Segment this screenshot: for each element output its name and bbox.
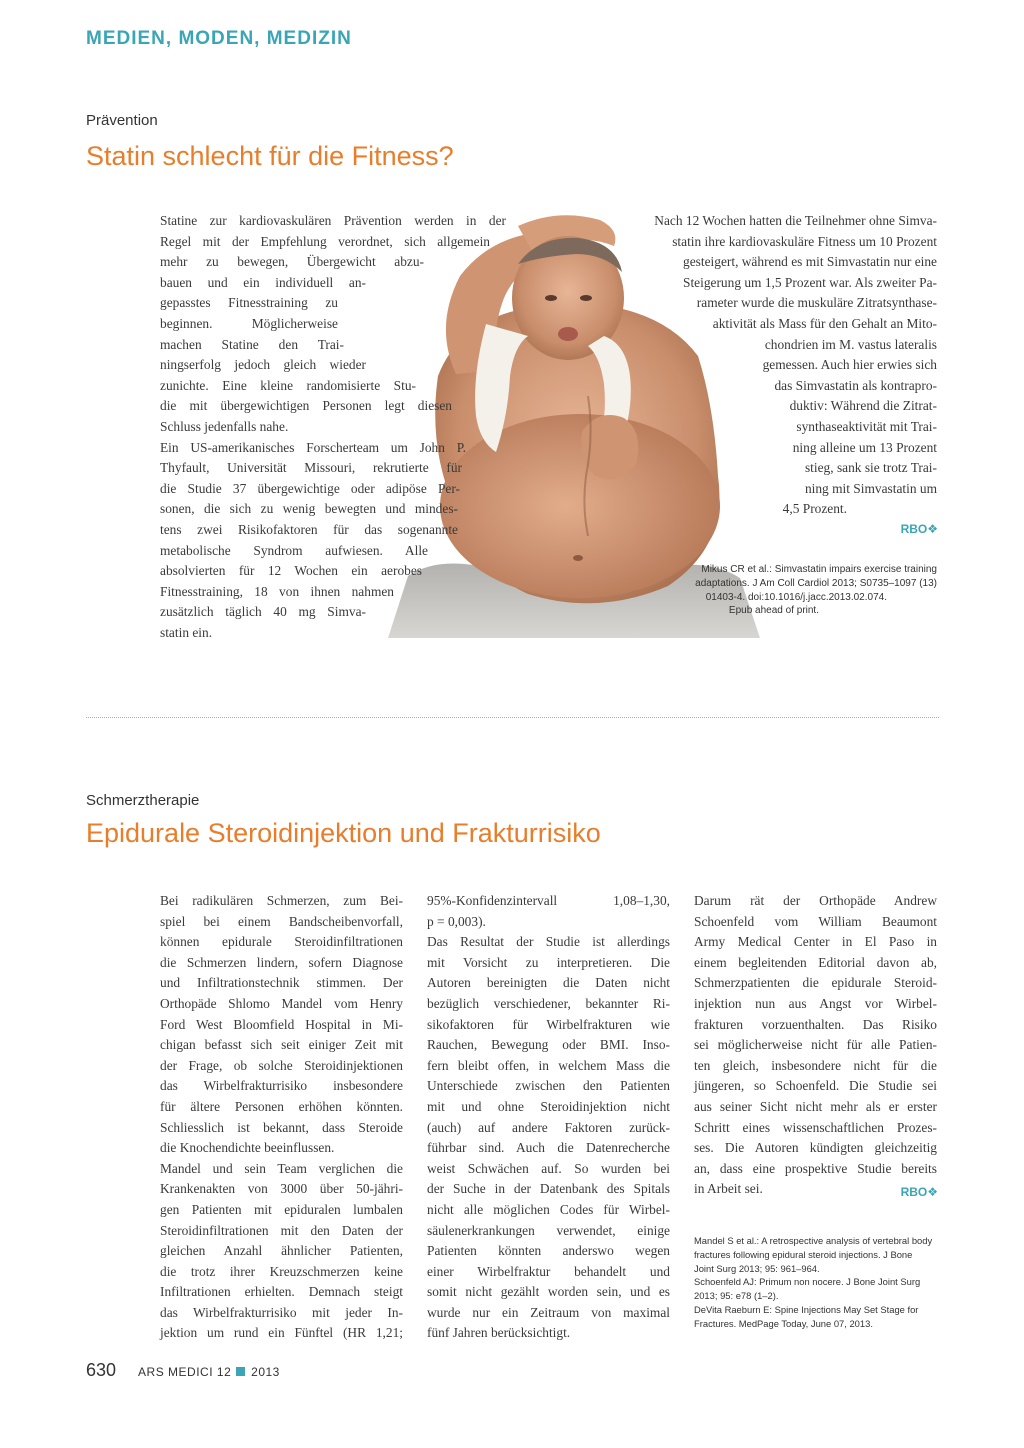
text-line: spiel bei einem Bandscheibenvorfall,: [160, 913, 403, 929]
text-line: und Infiltrationstechnik stimmen. Der: [160, 975, 403, 991]
text-line: Thyfault, Universität Missouri, rekrutierte für: [160, 460, 462, 476]
text-line: absolvierten für 12 Wochen ein aerobes: [160, 563, 422, 579]
article1-references: [600, 563, 937, 618]
text-line: Schluss jedenfalls nahe.: [160, 418, 289, 434]
text-line: tens zwei Risikofaktoren für das sogenannte: [160, 521, 458, 537]
text-line: Darum rät der Orthopäde Andrew: [694, 893, 937, 908]
text-line: Mandel und sein Team verglichen die: [160, 1160, 403, 1176]
text-line: ses. Die Autoren kündigten gleichzeitig: [694, 1140, 937, 1156]
text-line: frakturen vorzuenthalten. Das Risiko: [694, 1016, 937, 1032]
text-line: einem begleitenden Editorial davon ab,: [694, 954, 937, 970]
text-line: einer Wirbelfraktur behandelt und: [427, 1263, 670, 1279]
text-line: Schoenfeld vom William Beaumont: [694, 913, 937, 929]
text-line: fern bleibt offen, in welchem Mass die: [427, 1057, 670, 1073]
article1-title: Statin schlecht für die Fitness?: [86, 141, 454, 171]
article2-kicker: Schmerztherapie: [86, 792, 200, 809]
text-line: gleichen Anzahl ähnlicher Patienten,: [160, 1243, 403, 1259]
text-line: statin ihre kardiovaskuläre Fitness um 10 Prozent: [672, 233, 937, 249]
section-header: MEDIEN, MODEN, MEDIZIN: [86, 28, 352, 49]
text-line: der Suche in der Datenbank des Spitals: [427, 1181, 670, 1197]
text-line: Ein US-amerikanisches Forscherteam um John P.: [160, 439, 466, 455]
text-line: injektion nun aus Angst vor Wirbel-: [694, 995, 937, 1011]
article1-signature: [880, 522, 938, 536]
journal-year: 2013: [251, 1365, 280, 1379]
text-line: Regel mit der Empfehlung verordnet, sich allgemein: [160, 233, 490, 249]
text-line: Ford West Bloomfield Hospital in Mi-: [160, 1016, 403, 1032]
text-line: die Studie 37 übergewichtige oder adipöse Per-: [160, 480, 460, 496]
text-line: gesteigert, während es mit Simvastatin nur eine: [683, 254, 937, 270]
reference-line: Epub ahead of print.: [728, 605, 819, 617]
text-line: stieg, sank sie trotz Trai-: [804, 460, 937, 476]
text-line: sonen, die sich zu wenig bewegten und mindes-: [160, 501, 458, 517]
diamond-icon: ❖: [927, 1185, 938, 1199]
text-line: gemessen. Auch hier erwies sich: [762, 357, 937, 373]
text-line: Krankenakten von 3000 über 50-jähri-: [160, 1181, 403, 1197]
reference-line: Mandel S et al.: A retrospective analysis of vertebral body: [694, 1235, 933, 1246]
article2-column-3: [694, 891, 937, 1200]
reference-line: DeVita Raeburn E: Spine Injections May Set Stage for: [694, 1303, 919, 1315]
text-line: statin ein.: [160, 624, 213, 640]
text-line: jüngeren, so Schoenfeld. Die Studie sei: [694, 1078, 937, 1094]
text-line: Patienten könnten anderswo wegen: [427, 1243, 670, 1259]
text-line: Autoren bereinigten die Daten nicht: [427, 975, 670, 991]
diamond-icon: ❖: [927, 522, 938, 536]
text-line: Bei radikulären Schmerzen, zum Bei-: [160, 893, 403, 908]
reference-line: Joint Surg 2013; 95: 961–964.: [694, 1262, 820, 1274]
text-line: beginnen. Möglicherweise: [160, 315, 338, 331]
text-line: fünf Jahren berücksichtigt.: [427, 1325, 571, 1341]
text-line: Das Resultat der Studie ist allerdings: [427, 934, 670, 950]
page-number: 630: [86, 1360, 117, 1380]
text-line: Fitnesstraining, 18 von ihnen nahmen: [160, 583, 394, 599]
text-line: die Schmerzen lindern, sofern Diagnose: [160, 954, 403, 970]
text-line: 95%-Konfidenzintervall 1,08–1,30,: [427, 893, 670, 908]
reference-line: fractures following epidural steroid injections. J Bone: [694, 1248, 913, 1260]
text-line: Steroidinfiltrationen mit den Daten der: [160, 1222, 403, 1238]
text-line: sei möglicherweise nicht für alle Patien-: [694, 1037, 937, 1053]
text-line: säulenerkrankungen verwendet, einige: [427, 1222, 670, 1238]
article1-right-column: [560, 211, 937, 520]
article2-column-2: [427, 891, 670, 1344]
text-line: aktivität als Mass für den Gehalt an Mito-: [712, 315, 937, 331]
text-line: die trotz ihrer Kreuzschmerzen keine: [160, 1263, 403, 1279]
author-signature: RBO: [900, 522, 928, 536]
text-line: p = 0,003).: [427, 913, 486, 929]
text-line: das Simvastatin als kontrapro-: [774, 377, 937, 393]
text-line: gen Patienten mit epiduralen lumbalen: [160, 1201, 403, 1217]
reference-line: Mikus CR et al.: Simvastatin impairs exercise training: [701, 564, 937, 575]
text-line: das Wirbelfrakturrisiko insbesondere: [160, 1078, 403, 1094]
text-line: an, dass eine prospektive Studie bereits: [694, 1160, 937, 1176]
author-signature: RBO: [900, 1185, 928, 1199]
page-footer: [86, 1360, 280, 1381]
text-line: mit Vorsicht zu interpretieren. Die: [427, 954, 670, 970]
text-line: metabolische Syndrom aufwiesen. Alle: [160, 542, 428, 558]
reference-line: 01403-4. doi:10.1016/j.jacc.2013.02.074.: [705, 591, 887, 603]
text-line: somit nicht gezählt worden sein, und es: [427, 1284, 670, 1300]
text-line: chondrien im M. vastus lateralis: [764, 336, 937, 352]
text-line: das Wirbelfrakturrisiko mit jeder In-: [160, 1304, 403, 1320]
article1-left-column: [160, 211, 506, 643]
text-line: für ältere Personen erhöhen könnten.: [160, 1098, 403, 1114]
text-line: Rauchen, Bewegung oder BMI. Inso-: [427, 1037, 670, 1053]
journal-name: ARS MEDICI 12: [138, 1365, 232, 1379]
text-line: führbar sind. Auch die Datenrecherche: [427, 1140, 670, 1156]
text-line: mehr zu bewegen, Übergewicht abzu-: [160, 254, 424, 270]
text-line: synthaseaktivität mit Trai-: [796, 418, 937, 434]
text-line: bezüglich verschiedener, bekannter Ri-: [427, 995, 670, 1011]
text-line: Nach 12 Wochen hatten die Teilnehmer ohne Simva-: [654, 213, 937, 228]
text-line: Steigerung um 1,5 Prozent war. Als zweiter Pa-: [683, 274, 937, 290]
text-line: können epidurale Steroidinfiltrationen: [160, 934, 403, 950]
text-line: zunichte. Eine kleine randomisierte Stu-: [160, 377, 416, 393]
article2-column-1: [160, 891, 403, 1344]
text-line: nicht alle möglichen Codes für Wirbel-: [427, 1201, 670, 1217]
reference-line: Schoenfeld AJ: Primum non nocere. J Bone Joint Surg: [694, 1276, 921, 1288]
reference-line: Fractures. MedPage Today, June 07, 2013.: [694, 1317, 873, 1329]
text-line: ning alleine um 13 Prozent: [792, 439, 937, 455]
reference-line: adaptations. J Am Coll Cardiol 2013; S0735–1097 (13): [695, 577, 937, 589]
text-line: Schliesslich ist bekannt, dass Steroide: [160, 1119, 403, 1135]
article1-kicker: Prävention: [86, 112, 158, 129]
text-line: rameter wurde die muskuläre Zitratsynthase-: [696, 295, 937, 311]
text-line: jektion um rund ein Fünftel (HR 1,21;: [160, 1325, 403, 1341]
text-line: Schritt eines wissenschaftlichen Prozes-: [694, 1119, 937, 1135]
text-line: der Frage, ob solche Steroidinjektionen: [160, 1057, 403, 1073]
text-line: (auch) auf andere Faktoren zurück-: [427, 1119, 670, 1135]
article-divider: [86, 717, 939, 718]
text-line: Orthopäde Shlomo Mandel vom Henry: [160, 995, 403, 1011]
text-line: weist Schwächen auf. So wurden bei: [427, 1160, 670, 1176]
text-line: Infiltrationen erhielten. Demnach steigt: [160, 1284, 403, 1300]
text-line: mit und ohne Steroidinjektion nicht: [427, 1098, 670, 1114]
text-line: chigan befasst sich seit einiger Zeit mit: [160, 1037, 403, 1053]
text-line: 4,5 Prozent.: [782, 501, 847, 517]
text-line: ten gleich, insbesondere nicht für die: [694, 1057, 937, 1073]
text-line: die Knochendichte beeinflussen.: [160, 1140, 335, 1156]
text-line: sikofaktoren für Wirbelfrakturen wie: [427, 1016, 670, 1032]
article2-signature: [880, 1185, 938, 1199]
text-line: Army Medical Center in El Paso in: [694, 934, 937, 950]
text-line: in Arbeit sei.: [694, 1181, 763, 1197]
square-separator-icon: [236, 1367, 245, 1376]
article2-references: [694, 1234, 937, 1331]
text-line: Statine zur kardiovaskulären Prävention werden in der: [160, 213, 506, 228]
reference-line: 2013; 95: e78 (1–2).: [694, 1290, 779, 1302]
article2-title: Epidurale Steroidinjektion und Frakturrisiko: [86, 818, 601, 848]
text-line: aus seiner Sicht nicht mehr als er erster: [694, 1098, 937, 1114]
text-line: machen Statine den Trai-: [160, 336, 344, 352]
text-line: zusätzlich täglich 40 mg Simva-: [160, 604, 366, 620]
text-line: ningserfolg jedoch gleich wieder: [160, 357, 366, 373]
text-line: gepasstes Fitnesstraining zu: [160, 295, 338, 311]
text-line: Unterschiede zwischen den Patienten: [427, 1078, 670, 1094]
text-line: die mit übergewichtigen Personen legt diesen: [160, 398, 452, 414]
text-line: ning mit Simvastatin um: [804, 480, 937, 496]
text-line: bauen und ein individuell an-: [160, 274, 366, 290]
text-line: duktiv: Während die Zitrat-: [789, 398, 937, 414]
text-line: wurde nur ein Zeitraum von maximal: [427, 1304, 670, 1320]
text-line: Schmerzpatienten die epidurale Steroid-: [694, 975, 937, 991]
